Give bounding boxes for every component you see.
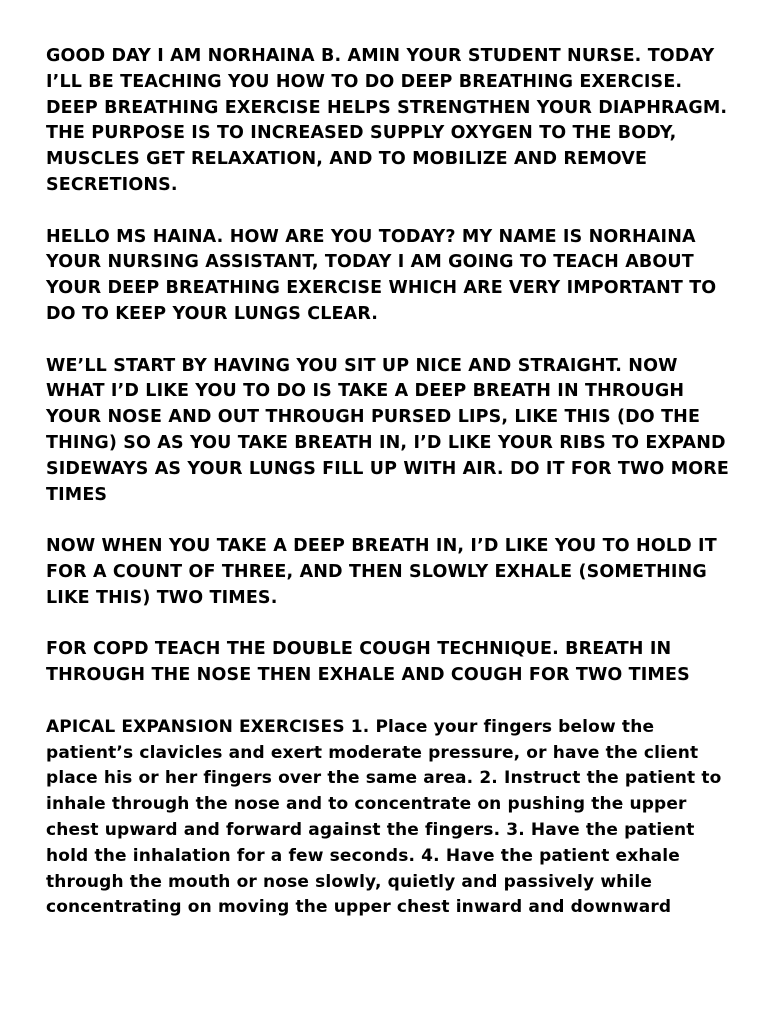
paragraph-apical-expansion: APICAL EXPANSION EXERCISES 1. Place your fingers below the patient’s clavicles and exert moderate pressure, or have the client place his or her fingers over the same area. 2. Instruct the patient to inhale through the nose and to concentrate on pushing the upper chest upward and forward against the fingers. 3. Have the patient hold the inhalation for a few seconds. 4. Have the patient exhale through the mouth or nose slowly, quietly and passively while concentrating on moving the upper chest inward and downward (46, 716, 722, 918)
document-page (46, 44, 736, 921)
paragraph-introduction: GOOD DAY I AM NORHAINA B. AMIN YOUR STUDENT NURSE. TODAY I’LL BE TEACHING YOU HOW TO DO DEEP BREATHING EXERCISE. DEEP BREATHING EXERCISE HELPS STRENGTHEN YOUR DIAPHRAGM. THE PURPOSE IS TO INCREASED SUPPLY OXYGEN TO THE BODY, MUSCLES GET RELAXATION, AND TO MOBILIZE AND REMOVE SECRETIONS. (46, 46, 728, 195)
paragraph-greeting: HELLO MS HAINA. HOW ARE YOU TODAY? MY NAME IS NORHAINA YOUR NURSING ASSISTANT, TODAY I AM GOING TO TEACH ABOUT YOUR DEEP BREATHING EXERCISE WHICH ARE VERY IMPORTANT TO DO TO KEEP YOUR LUNGS CLEAR. (46, 226, 717, 324)
paragraph-copd-double-cough: FOR COPD TEACH THE DOUBLE COUGH TECHNIQUE. BREATH IN THROUGH THE NOSE THEN EXHALE AND COUGH FOR TWO TIMES (46, 639, 690, 686)
paragraph-breath-hold: NOW WHEN YOU TAKE A DEEP BREATH IN, I’D LIKE YOU TO HOLD IT FOR A COUNT OF THREE, AND THEN SLOWLY EXHALE (SOMETHING LIKE THIS) TWO TIMES. (46, 536, 717, 608)
paragraph-pursed-lip-breathing: WE’LL START BY HAVING YOU SIT UP NICE AND STRAIGHT. NOW WHAT I’D LIKE YOU TO DO IS TAKE A DEEP BREATH IN THROUGH YOUR NOSE AND OUT THROUGH PURSED LIPS, LIKE THIS (DO THE THING) SO AS YOU TAKE BREATH IN, I’D LIKE YOUR RIBS TO EXPAND SIDEWAYS AS YOUR LUNGS FILL UP WITH AIR. DO IT FOR TWO MORE TIMES (46, 355, 730, 505)
